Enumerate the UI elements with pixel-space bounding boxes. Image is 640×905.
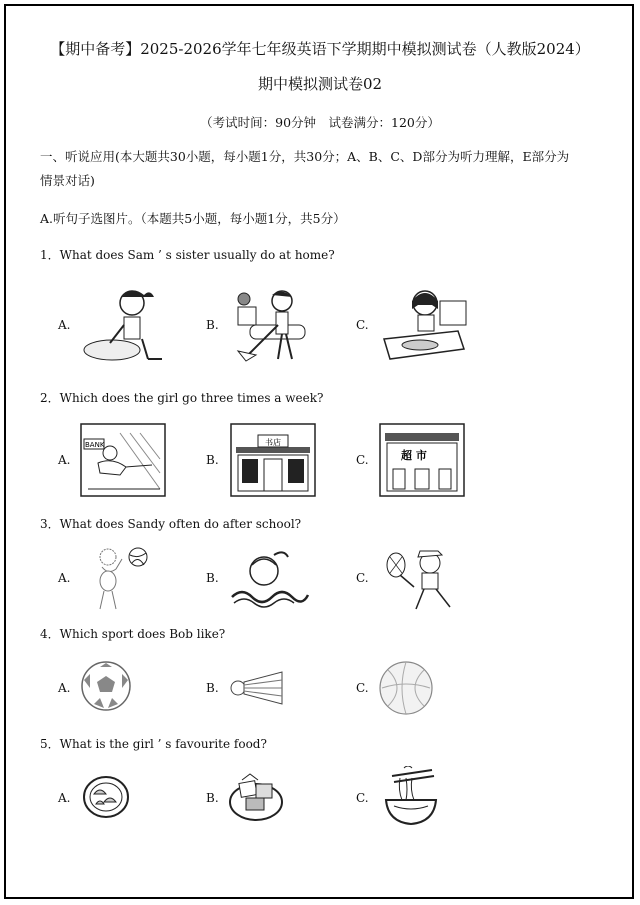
- part-a-heading: A.听句子选图片。（本题共5小题，每小题1分，共5分）: [40, 211, 346, 226]
- q4-option-b-shuttlecock-image[interactable]: [230, 670, 286, 706]
- exam-subtitle: 期中模拟测试卷02: [257, 75, 383, 93]
- q1-option-a-washing-clothes-image[interactable]: [82, 285, 167, 365]
- q4-option-a-label: A.: [58, 681, 71, 695]
- q2-option-a-bank-image[interactable]: [80, 423, 166, 497]
- q1-option-a-label: A.: [58, 318, 71, 332]
- section-heading: 一、听说应用(本大题共30小题，每小题1分，共30分；A、B、C、D部分为听力理解，E部分为: [40, 149, 570, 164]
- q1-option-c-washing-dishes-image[interactable]: [380, 285, 470, 365]
- q4-option-b-label: B.: [206, 681, 219, 695]
- question-3: 3．What does Sandy often do after school?: [40, 517, 302, 531]
- q3-option-c-label: C.: [356, 571, 369, 585]
- bookstore-sign: 书店: [265, 438, 281, 447]
- q5-option-a-label: A.: [58, 791, 71, 805]
- section-heading-cont: 情景对话): [40, 173, 95, 188]
- exam-title: 【期中备考】2025-2026学年七年级英语下学期期中模拟测试卷（人教版2024）: [50, 40, 590, 58]
- question-1: 1．What does Sam ’ s sister usually do at home?: [40, 248, 335, 262]
- q2-option-c-label: C.: [356, 453, 369, 467]
- q1-option-b-sweeping-floor-image[interactable]: [230, 285, 315, 365]
- q5-option-b-label: B.: [206, 791, 219, 805]
- q1-option-b-label: B.: [206, 318, 219, 332]
- q2-option-c-supermarket-image[interactable]: [379, 423, 465, 497]
- q5-option-b-tofu-image[interactable]: [228, 770, 284, 824]
- q3-option-a-volleyball-image[interactable]: [82, 545, 152, 613]
- supermarket-sign: 超 市: [401, 449, 427, 462]
- q3-option-b-swimming-image[interactable]: [230, 547, 310, 609]
- q1-option-c-label: C.: [356, 318, 369, 332]
- q3-option-c-badminton-image[interactable]: [380, 545, 460, 613]
- q5-option-a-dumplings-image[interactable]: [82, 774, 130, 820]
- q4-option-c-basketball-image[interactable]: [378, 660, 434, 716]
- question-2: 2．Which does the girl go three times a week?: [40, 391, 324, 405]
- q2-option-a-label: A.: [58, 453, 71, 467]
- q5-option-c-label: C.: [356, 791, 369, 805]
- q4-option-a-football-image[interactable]: [80, 660, 132, 712]
- q3-option-a-label: A.: [58, 571, 71, 585]
- q4-option-c-label: C.: [356, 681, 369, 695]
- question-4: 4．Which sport does Bob like?: [40, 627, 226, 641]
- question-5: 5．What is the girl ’ s favourite food?: [40, 737, 267, 751]
- q5-option-c-noodles-image[interactable]: [382, 766, 440, 828]
- exam-info: （考试时间：90分钟 试卷满分：120分）: [200, 115, 440, 130]
- q3-option-b-label: B.: [206, 571, 219, 585]
- q2-option-b-bookstore-image[interactable]: [230, 423, 316, 497]
- bank-sign: BANK: [85, 441, 105, 449]
- q2-option-b-label: B.: [206, 453, 219, 467]
